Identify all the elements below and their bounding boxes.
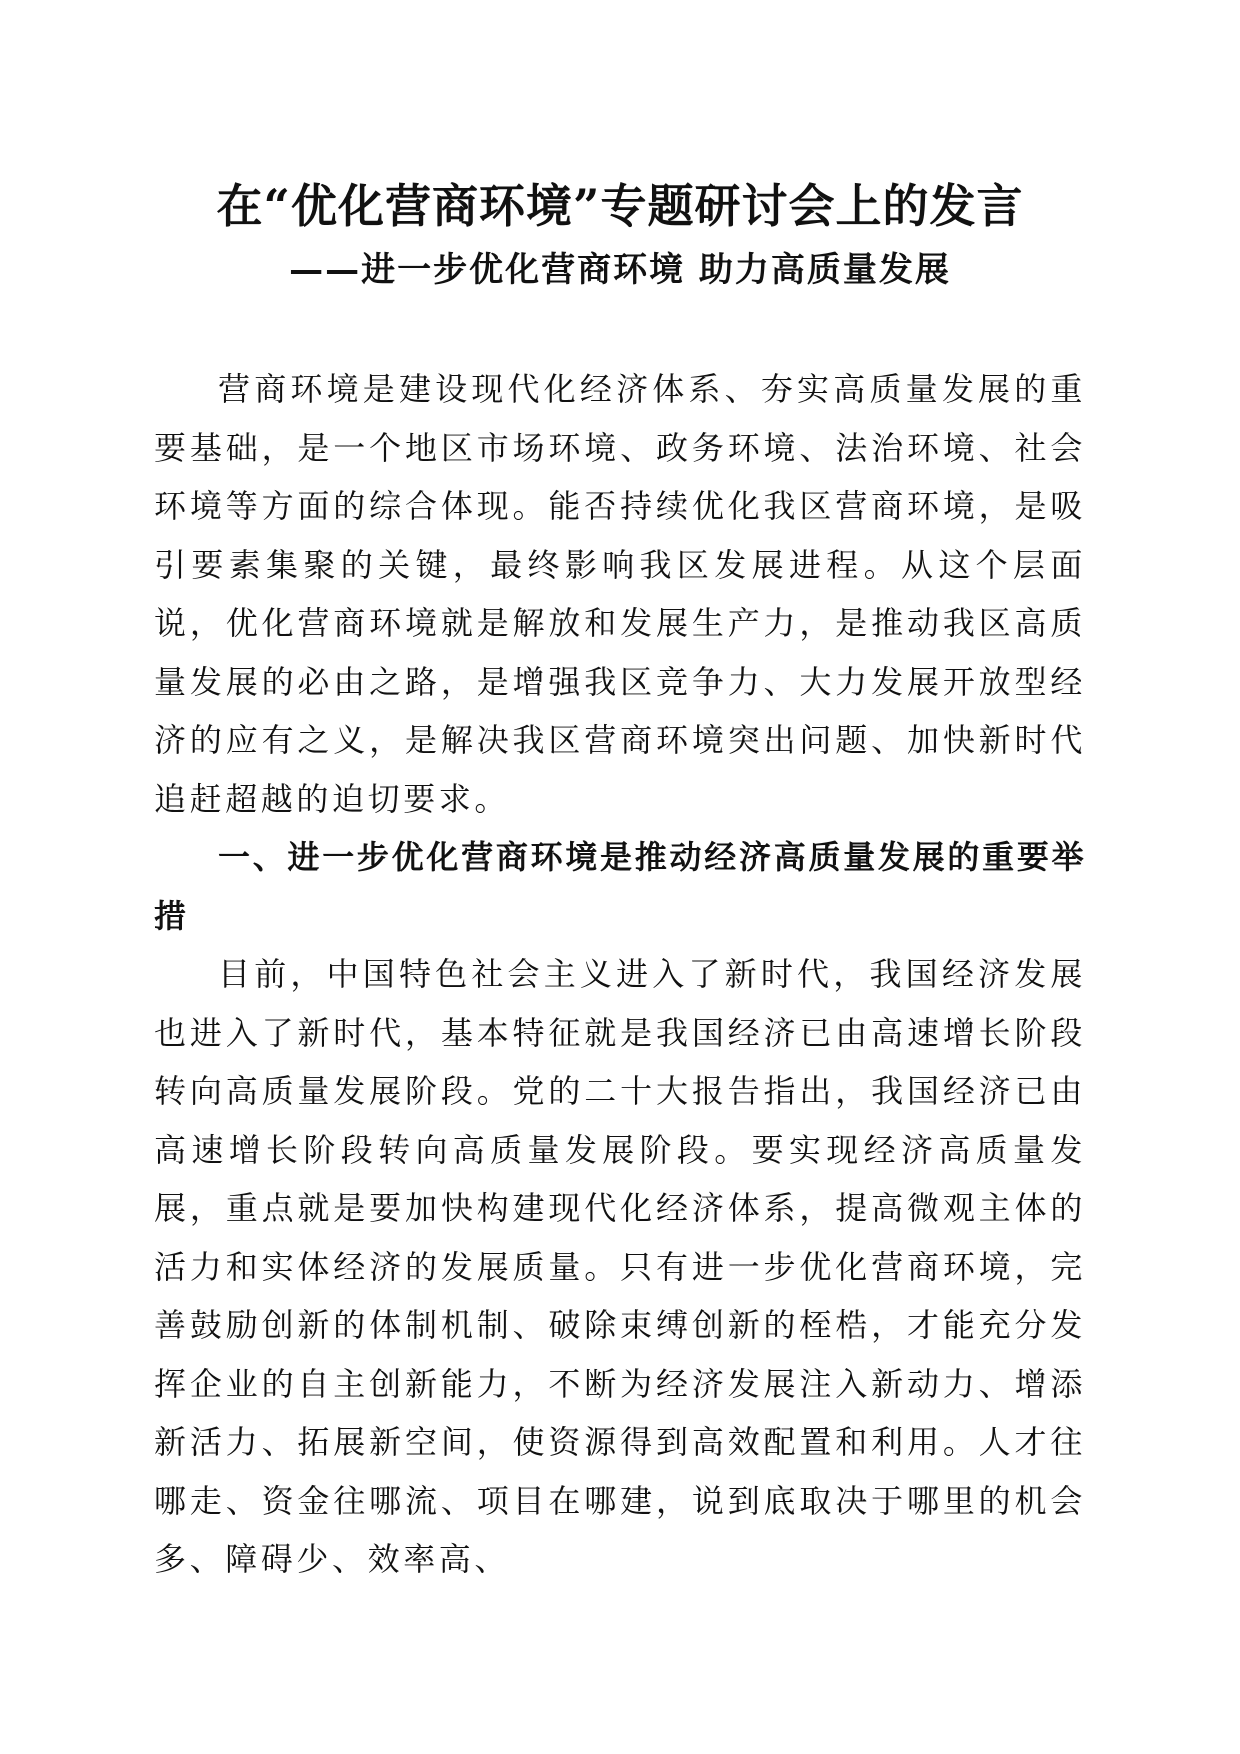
section-1-paragraph: 目前，中国特色社会主义进入了新时代，我国经济发展也进入了新时代，基本特征就是我国经济已由高速增长阶段转向高质量发展阶段。党的二十大报告指出，我国经济已由高速增长阶段转向高质量发展阶段。要实现经济高质量发展，重点就是要加快构建现代化经济体系，提高微观主体的活力和实体经济的发展质量。只有进一步优化营商环境，完善鼓励创新的体制机制、破除束缚创新的桎梏，才能充分发挥企业的自主创新能力，不断为经济发展注入新动力、增添新活力、拓展新空间，使资源得到高效配置和利用。人才往哪走、资金往哪流、项目在哪建，说到底取决于哪里的机会多、障碍少、效率高、 bbox=[154, 955, 1086, 1578]
document-body bbox=[154, 360, 1086, 1589]
document-subtitle: ——进一步优化营商环境 助力高质量发展 bbox=[289, 250, 951, 290]
document-title: 在“优化营商环境”专题研讨会上的发言 bbox=[216, 179, 1024, 233]
section-heading-1: 一、进一步优化营商环境是推动经济高质量发展的重要举措 bbox=[154, 838, 1086, 935]
intro-paragraph: 营商环境是建设现代化经济体系、夯实高质量发展的重要基础，是一个地区市场环境、政务环境、法治环境、社会环境等方面的综合体现。能否持续优化我区营商环境，是吸引要素集聚的关键，最终影响我区发展进程。从这个层面说，优化营商环境就是解放和发展生产力，是推动我区高质量发展的必由之路，是增强我区竞争力、大力发展开放型经济的应有之义，是解决我区营商环境突出问题、加快新时代追赶超越的迫切要求。 bbox=[154, 370, 1086, 818]
